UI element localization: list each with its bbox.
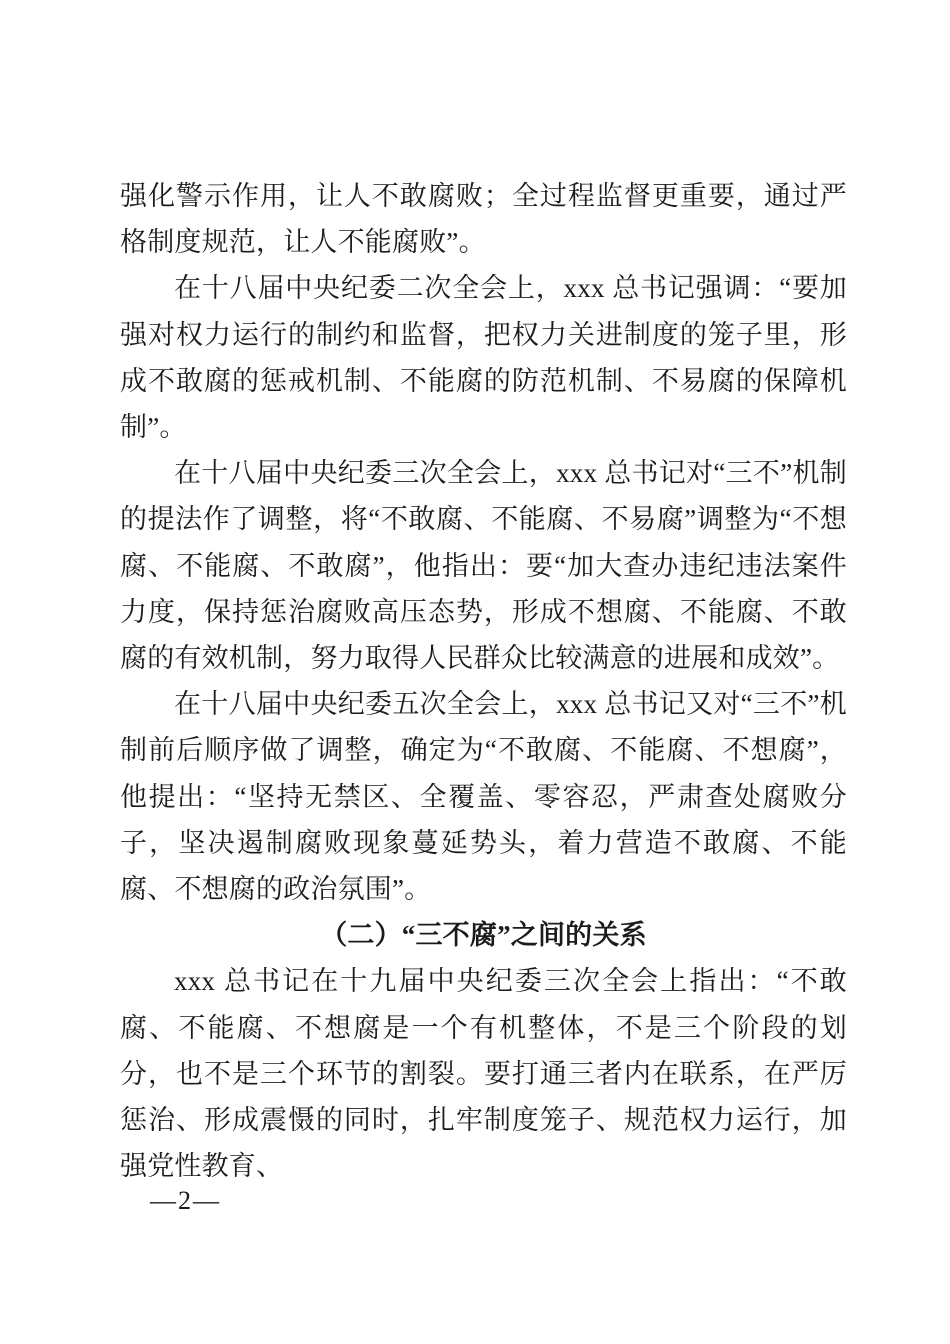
paragraph-nineteenth-plenary: xxx 总书记在十九届中央纪委三次全会上指出：“不敢腐、不能腐、不想腐是一个有机整体，不是三个阶段的划分，也不是三个环节的割裂。要打通三者内在联系，在严厉惩治、形成震慑的同时，扎牢制度笼子、规范权力运行，加强党性教育、 <box>120 966 847 1182</box>
document-body <box>120 173 847 1189</box>
page-number: —2— <box>150 1186 221 1215</box>
paragraph-second-plenary: 在十八届中央纪委二次全会上，xxx 总书记强调：“要加强对权力运行的制约和监督，把权力关进制度的笼子里，形成不敢腐的惩戒机制、不能腐的防范机制、不易腐的保障机制”。 <box>120 273 847 443</box>
paragraph-third-plenary: 在十八届中央纪委三次全会上，xxx 总书记对“三不”机制的提法作了调整，将“不敢腐、不能腐、不易腐”调整为“不想腐、不能腐、不敢腐”，他指出：要“加大查办违纪违法案件力度，保持惩治腐败高压态势，形成不想腐、不能腐、不敢腐的有效机制，努力取得人民群众比较满意的进展和成效”。 <box>120 458 847 674</box>
section-heading: （二）“三不腐”之间的关系 <box>320 920 647 951</box>
paragraph-continuation: 强化警示作用，让人不敢腐败；全过程监督更重要，通过严格制度规范，让人不能腐败”。 <box>120 181 847 258</box>
paragraph-fifth-plenary: 在十八届中央纪委五次全会上，xxx 总书记又对“三不”机制前后顺序做了调整，确定为“不敢腐、不能腐、不想腐”，他提出：“坚持无禁区、全覆盖、零容忍，严肃查处腐败分子，坚决遏制腐败现象蔓延势头，着力营造不敢腐、不能腐、不想腐的政治氛围”。 <box>120 689 847 905</box>
